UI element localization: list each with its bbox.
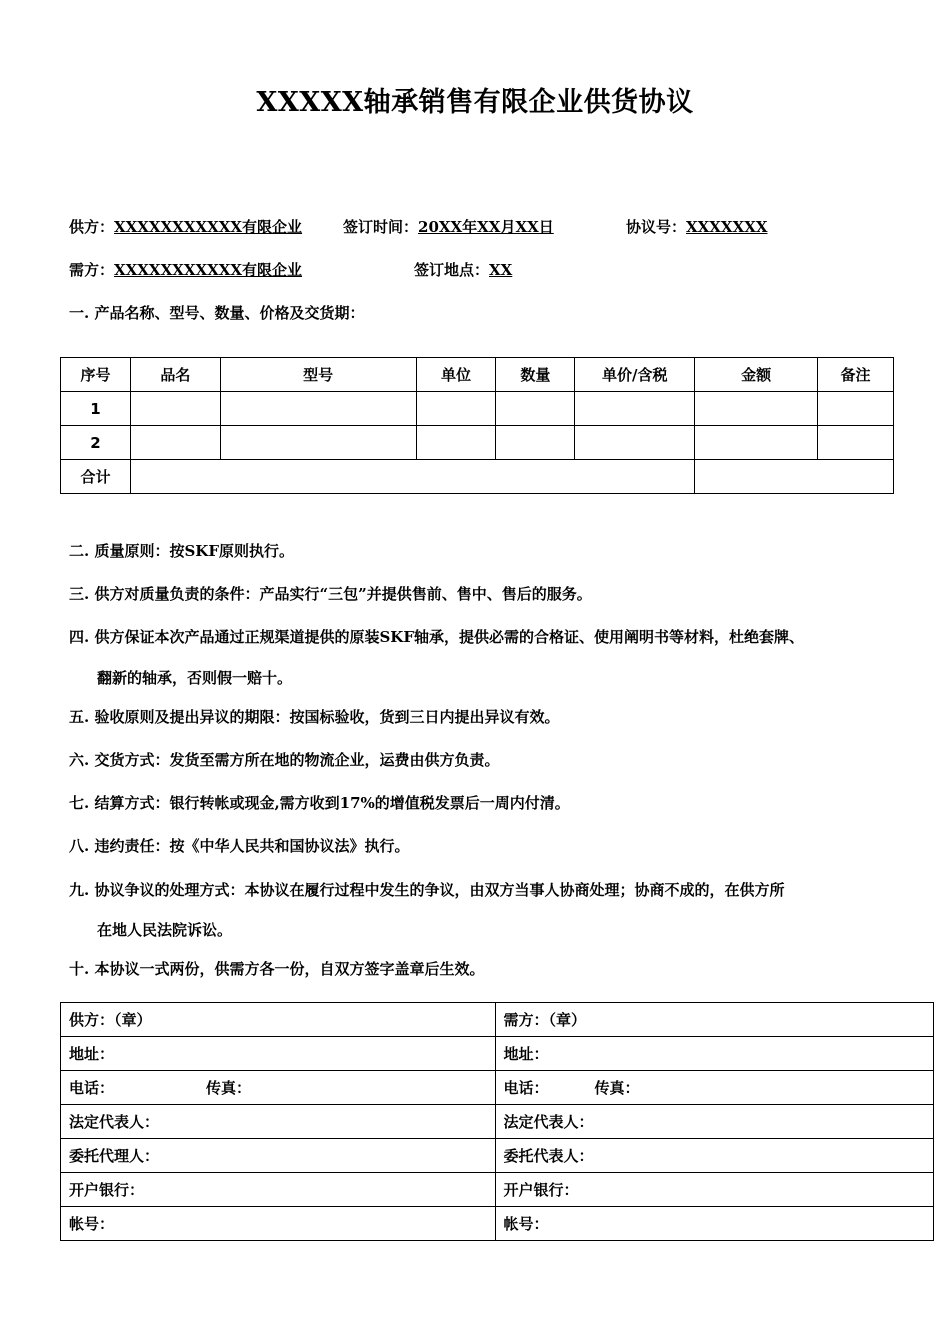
cell-name[interactable] xyxy=(130,392,220,426)
cell-model[interactable] xyxy=(220,426,416,460)
supplier-address-cell[interactable]: 地址： xyxy=(61,1037,496,1071)
header-agreement-no xyxy=(626,216,767,237)
total-span-cell[interactable] xyxy=(130,460,694,494)
col-header-quantity: 数量 xyxy=(496,358,575,392)
document-title: XXXXX轴承销售有限企业供货协议 xyxy=(256,87,694,118)
cell-quantity[interactable] xyxy=(496,392,575,426)
buyer-value: XXXXXXXXXXX有限企业 xyxy=(114,261,303,279)
sign-row-agent xyxy=(61,1139,934,1173)
product-table-header-row xyxy=(61,358,894,392)
sign-row-legal-rep xyxy=(61,1105,934,1139)
header-line-supplier xyxy=(69,216,302,237)
cell-unit[interactable] xyxy=(416,392,496,426)
row-index: 1 xyxy=(61,392,131,426)
table-row xyxy=(61,426,894,460)
clause-6: 六. 交货方式：发货至需方所在地的物流企业，运费由供方负责。 xyxy=(69,751,500,769)
buyer-bank-cell[interactable]: 开户银行： xyxy=(495,1173,933,1207)
buyer-phone-fax-cell[interactable] xyxy=(495,1071,933,1105)
cell-unit[interactable] xyxy=(416,426,496,460)
clause-2: 二. 质量原则：按SKF原则执行。 xyxy=(69,542,294,560)
cell-unit-price[interactable] xyxy=(575,426,695,460)
sign-row-party xyxy=(61,1003,934,1037)
clause-5: 五. 验收原则及提出异议的期限：按国标验收，货到三日内提出异议有效。 xyxy=(69,708,560,726)
sign-time-label: 签订时间： xyxy=(343,218,419,236)
supplier-fax-label: 传真： xyxy=(206,1079,252,1097)
sign-time-value: 20XX年XX月XX日 xyxy=(418,218,554,236)
col-header-unit: 单位 xyxy=(416,358,496,392)
buyer-account-cell[interactable]: 帐号： xyxy=(495,1207,933,1241)
supplier-legal-rep-cell[interactable]: 法定代表人： xyxy=(61,1105,496,1139)
clause-9-continued: 在地人民法院诉讼。 xyxy=(97,921,233,939)
clause-7: 七. 结算方式：银行转帐或现金,需方收到17%的增值税发票后一周内付清。 xyxy=(69,794,570,812)
header-sign-time xyxy=(343,216,554,237)
clause-10: 十. 本协议一式两份，供需方各一份，自双方签字盖章后生效。 xyxy=(69,960,485,978)
total-amount-cell[interactable] xyxy=(695,460,894,494)
product-table xyxy=(60,357,894,494)
supplier-account-cell[interactable]: 帐号： xyxy=(61,1207,496,1241)
cell-remarks[interactable] xyxy=(818,426,894,460)
header-sign-place xyxy=(414,259,512,280)
buyer-label: 需方： xyxy=(69,261,115,279)
clause-4: 四. 供方保证本次产品通过正规渠道提供的原装SKF轴承，提供必需的合格证、使用阐明书等材料，杜绝套牌、 xyxy=(69,628,804,646)
clause-9: 九. 协议争议的处理方式：本协议在履行过程中发生的争议，由双方当事人协商处理；协商不成的，在供方所 xyxy=(69,881,785,899)
supplier-value: XXXXXXXXXXX有限企业 xyxy=(114,218,303,236)
agreement-no-value: XXXXXXX xyxy=(686,218,768,236)
cell-name[interactable] xyxy=(130,426,220,460)
cell-model[interactable] xyxy=(220,392,416,426)
col-header-index: 序号 xyxy=(61,358,131,392)
cell-quantity[interactable] xyxy=(496,426,575,460)
col-header-name: 品名 xyxy=(130,358,220,392)
supplier-bank-cell[interactable]: 开户银行： xyxy=(61,1173,496,1207)
supplier-phone-label: 电话： xyxy=(69,1079,115,1097)
buyer-agent-cell[interactable]: 委托代表人： xyxy=(495,1139,933,1173)
col-header-model: 型号 xyxy=(220,358,416,392)
supplier-agent-cell[interactable]: 委托代理人： xyxy=(61,1139,496,1173)
header-line-buyer xyxy=(69,259,302,280)
table-row xyxy=(61,392,894,426)
signature-table xyxy=(60,1002,934,1241)
sign-row-account xyxy=(61,1207,934,1241)
col-header-amount: 金额 xyxy=(695,358,818,392)
buyer-legal-rep-cell[interactable]: 法定代表人： xyxy=(495,1105,933,1139)
row-index: 2 xyxy=(61,426,131,460)
sign-row-address xyxy=(61,1037,934,1071)
sign-place-label: 签订地点： xyxy=(414,261,490,279)
cell-amount[interactable] xyxy=(695,426,818,460)
buyer-address-cell[interactable]: 地址： xyxy=(495,1037,933,1071)
clause-4-continued: 翻新的轴承，否则假一赔十。 xyxy=(97,669,293,687)
sign-row-phone xyxy=(61,1071,934,1105)
agreement-no-label: 协议号： xyxy=(626,218,687,236)
clause-8: 八. 违约责任：按《中华人民共和国协议法》执行。 xyxy=(69,837,410,855)
col-header-remarks: 备注 xyxy=(818,358,894,392)
clause-3: 三. 供方对质量负责的条件：产品实行“三包”并提供售前、售中、售后的服务。 xyxy=(69,585,592,603)
sign-row-bank xyxy=(61,1173,934,1207)
table-total-row xyxy=(61,460,894,494)
supplier-phone-fax-cell[interactable] xyxy=(61,1071,496,1105)
total-label: 合计 xyxy=(61,460,131,494)
cell-unit-price[interactable] xyxy=(575,392,695,426)
buyer-phone-label: 电话： xyxy=(503,1079,549,1097)
section-1-heading: 一. 产品名称、型号、数量、价格及交货期： xyxy=(69,304,365,322)
cell-remarks[interactable] xyxy=(818,392,894,426)
buyer-fax-label: 传真： xyxy=(594,1079,640,1097)
supplier-label: 供方： xyxy=(69,218,115,236)
buyer-seal-cell[interactable]: 需方：（章） xyxy=(495,1003,933,1037)
sign-place-value: XX xyxy=(489,261,513,279)
supplier-seal-cell[interactable]: 供方：（章） xyxy=(61,1003,496,1037)
col-header-unit-price: 单价/含税 xyxy=(575,358,695,392)
cell-amount[interactable] xyxy=(695,392,818,426)
